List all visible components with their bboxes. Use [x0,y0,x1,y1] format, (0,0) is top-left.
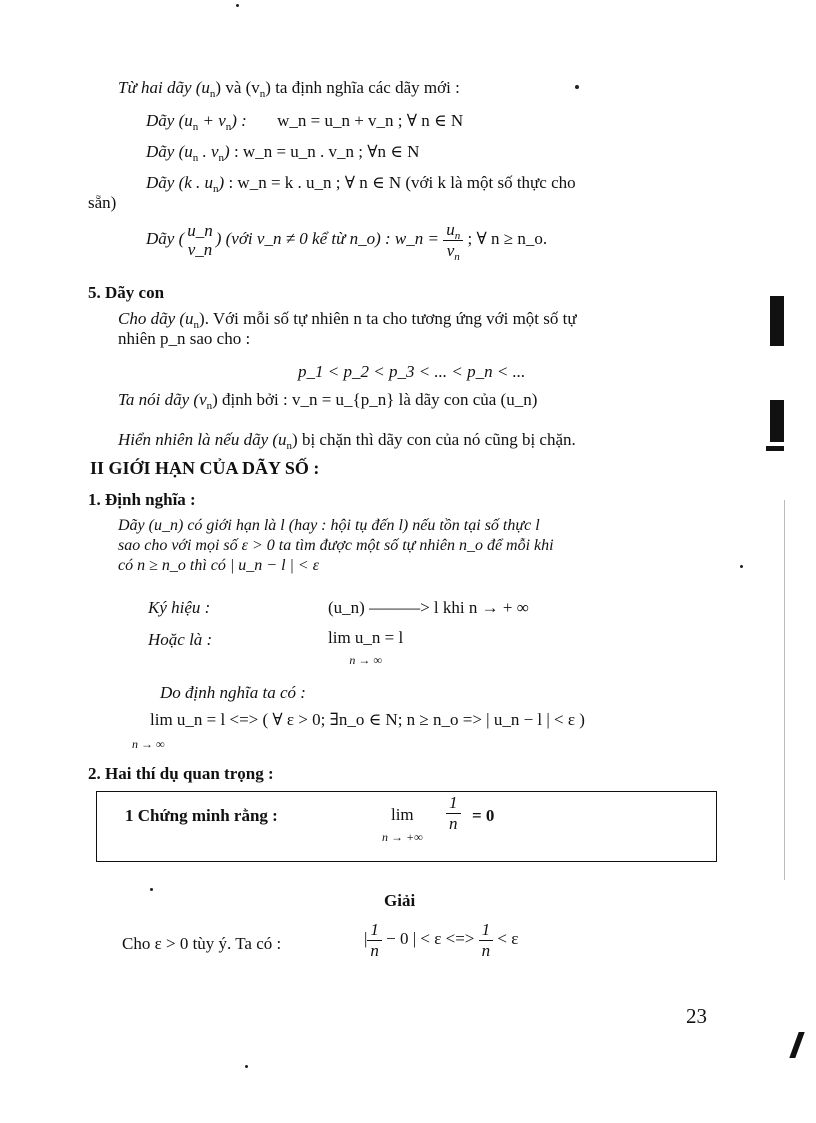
scan-dot [245,1065,248,1068]
solution-title: Giải [384,891,416,910]
page-number: 23 [686,1004,707,1028]
example-statement: 1 Chứng minh rằng : [125,806,278,825]
scan-mark-corner [789,1032,804,1058]
example-fraction: $\frac{1}{n}$ [446,793,461,833]
scan-dot [575,85,579,89]
subseq-line2: nhiên p_n sao cho : [118,329,251,348]
scan-dot [236,4,239,7]
subseq-line4: Hiển nhiên là nếu dãy $(u_n)$ bị chặn thì dãy con của nó cũng bị chặn. [118,430,576,452]
scan-mark-bar-2 [770,400,784,442]
subsequence-heading: 5. Dãy con [88,283,165,302]
definition-line1: Dãy (u_n) có giới hạn là l (hay : hội tụ đến l) nếu tồn tại số thực l [118,517,540,534]
definition-heading: 1. Định nghĩa : [88,490,196,509]
notation-formula: (u_n) ———> l khi n → + ∞ [328,598,529,617]
scan-dot [150,888,153,891]
example-rhs: = 0 [472,806,495,825]
subseq-inequality: p_1 < p_2 < p_3 < ... < p_n < ... [298,362,526,381]
notation-label: Ký hiệu : [148,598,211,617]
scalar-sequence-cont: sẵn) [88,193,117,212]
subseq-line3: Ta nói dãy $(v_n)$ định bởi : v_n = u_{p_n} là dãy con của (u_n) [118,390,538,412]
or-formula: lim u_n = l n → ∞ [328,628,404,667]
solution-formula: | $\frac{1}{n}$ − 0 | < ε <=> $\frac{1}{n}$ < ε [364,920,519,960]
scan-mark-bar-1 [770,296,784,346]
scalar-sequence-line: Dãy (k . $u_n$) : w_n = k . u_n ; ∀ n ∈ N (với k là một số thực cho [146,173,576,195]
definition-line3: có n ≥ n_o thì có | u_n − l | < ε [118,557,320,574]
definition-line2: sao cho với mọi số ε > 0 ta tìm được một số tự nhiên n_o để mỗi khi [118,537,554,554]
quotient-fraction-rhs: $\frac{u_n}{v_n}$ [443,220,463,260]
intro-line: Từ hai dãy $(u_n)$ và $(v_n)$ ta định nghĩa các dãy mới : [118,78,460,100]
subseq-line1: Cho dãy $(u_n)$. Với mỗi số tự nhiên n ta cho tương ứng với một số tự [118,309,577,331]
section-ii-heading: II GIỚI HẠN CỦA DÃY SỐ : [90,458,320,478]
product-sequence-line: Dãy ($u_n$ . $v_n$) : w_n = u_n . v_n ; ∀n ∈ N [146,142,420,164]
scan-mark-bar-3 [766,446,784,451]
quotient-sequence-line: Dãy ( u_n v_n ) (với v_n ≠ 0 kể từ n_o) : w_n = $\frac{u_n}{v_n}$ ; ∀ n ≥ n_o. [146,220,548,263]
or-label: Hoặc là : [148,630,213,649]
scan-dot [740,565,743,568]
examples-heading: 2. Hai thí dụ quan trọng : [88,764,274,783]
by-definition-line: Do định nghĩa ta có : [160,683,306,702]
scan-edge-line [784,500,785,880]
limit-definition-formula: lim u_n = l <=> ( ∀ ε > 0; ∃n_o ∈ N; n ≥ n_o => | u_n − l | < ε ) [150,710,585,729]
solution-text: Cho ε > 0 tùy ý. Ta có : [122,934,282,953]
example-limit: lim n → +∞ [382,805,423,844]
sum-sequence-line: Dãy $(u_n + v_n)$ : w_n = u_n + v_n ; ∀ n ∈ N [146,111,464,133]
quotient-fraction: u_n v_n [187,220,213,260]
limit-definition-sub: n → ∞ [132,737,165,751]
